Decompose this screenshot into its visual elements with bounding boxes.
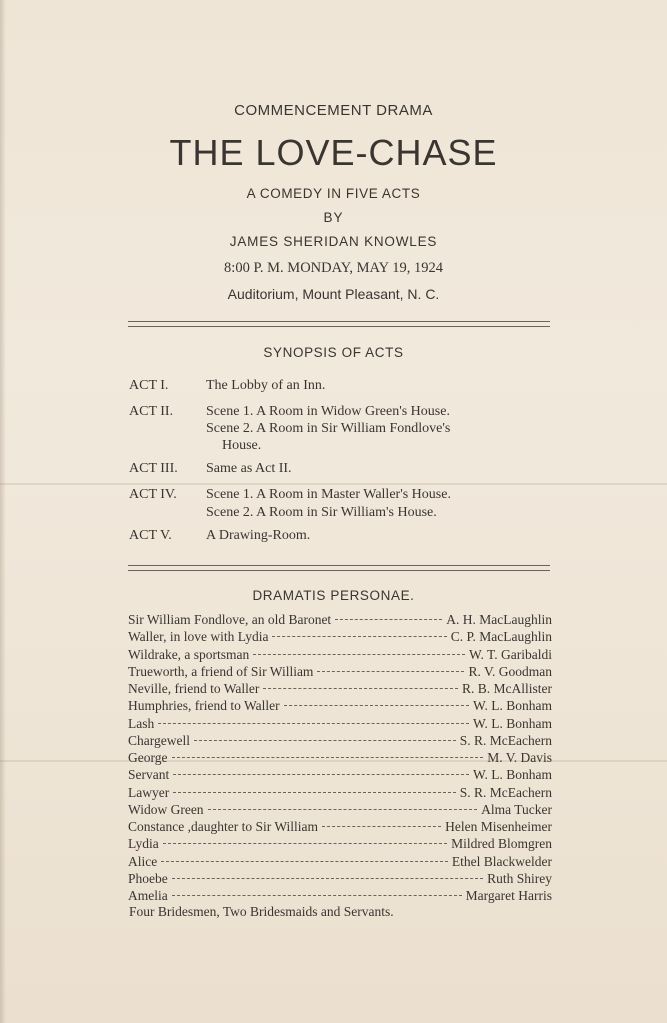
leader-dashes (272, 636, 446, 637)
cast-actor: Mildred Blomgren (451, 836, 552, 852)
cast-row (128, 888, 552, 905)
act-description: Scene 2. A Room in Sir William Fondlove's (206, 421, 451, 436)
act-description: The Lobby of an Inn. (206, 378, 326, 393)
cast-role: Trueworth, a friend of Sir William (128, 663, 314, 679)
leader-dashes (172, 757, 484, 758)
cast-actor: Helen Misenheimer (445, 819, 552, 834)
leader-dashes (322, 826, 441, 827)
cast-role: George (128, 750, 168, 765)
cast-row (128, 836, 552, 853)
leader-dashes (173, 792, 456, 793)
cast-actor: S. R. McEachern (459, 732, 552, 748)
cast-row (128, 767, 552, 784)
cast-actor: Alma Tucker (481, 801, 552, 817)
leader-dashes (194, 740, 456, 741)
author-name: JAMES SHERIDAN KNOWLES (229, 234, 438, 249)
leader-dashes (172, 878, 483, 879)
cast-actor: A. H. MacLaughlin (446, 612, 552, 627)
cast-row (128, 854, 552, 871)
act-label: ACT III. (129, 461, 178, 476)
act-label: ACT IV. (129, 487, 177, 502)
divider-rule (128, 565, 550, 571)
synopsis-title: SYNOPSIS OF ACTS (263, 345, 404, 360)
cast-role: Humphries, friend to Waller (128, 698, 280, 714)
cast-role: Lydia (128, 836, 159, 852)
leader-dashes (172, 895, 462, 896)
cast-role: Chargewell (128, 732, 190, 748)
play-title: THE LOVE-CHASE (169, 132, 498, 173)
cast-role: Waller, in love with Lydia (128, 629, 269, 645)
leader-dashes (317, 671, 464, 672)
cast-role: Phoebe (128, 870, 168, 886)
cast-row (128, 681, 552, 698)
performance-venue: Auditorium, Mount Pleasant, N. C. (227, 286, 440, 302)
cast-row (128, 716, 552, 733)
cast-row (128, 733, 552, 750)
cast-actor: W. L. Bonham (473, 698, 552, 714)
play-subtitle: A COMEDY IN FIVE ACTS (246, 186, 421, 201)
cast-footer-note: Four Bridesmen, Two Bridesmaids and Servants. (129, 904, 394, 919)
act-label: ACT I. (129, 378, 169, 393)
cast-actor: W. L. Bonham (473, 715, 552, 731)
cast-role: Sir William Fondlove, an old Baronet (128, 612, 332, 627)
cast-role: Widow Green (128, 801, 204, 817)
leader-dashes (163, 843, 447, 844)
cast-actor: W. T. Garibaldi (469, 646, 552, 662)
cast-role: Neville, friend to Waller (128, 681, 260, 696)
cast-list (128, 612, 552, 905)
cast-row (128, 750, 552, 767)
cast-actor: C. P. MacLaughlin (450, 629, 552, 645)
act-description: Scene 1. A Room in Master Waller's House. (206, 487, 451, 502)
cast-row (128, 664, 552, 681)
leader-dashes (161, 861, 448, 862)
leader-dashes (158, 723, 469, 724)
cast-role: Amelia (128, 888, 168, 903)
cast-row (128, 647, 552, 664)
by-line: BY (323, 210, 344, 225)
cast-actor: S. R. McEachern (459, 784, 552, 800)
leader-dashes (253, 654, 465, 655)
act-description: Same as Act II. (206, 461, 292, 476)
cast-actor: R. V. Goodman (468, 663, 552, 679)
act-label: ACT V. (129, 528, 172, 543)
dramatis-personae-title: DRAMATIS PERSONAE. (252, 588, 415, 603)
act-label: ACT II. (129, 404, 174, 419)
act-description: Scene 2. A Room in Sir William's House. (206, 505, 437, 520)
divider-rule (128, 321, 550, 327)
act-description: House. (222, 438, 262, 453)
cast-row (128, 871, 552, 888)
act-description: A Drawing-Room. (206, 528, 311, 543)
cast-row (128, 629, 552, 646)
cast-row (128, 819, 552, 836)
cast-role: Lash (128, 715, 155, 731)
cast-row (128, 698, 552, 715)
leader-dashes (208, 809, 478, 810)
performance-datetime: 8:00 P. M. MONDAY, MAY 19, 1924 (224, 260, 443, 276)
cast-actor: Ruth Shirey (487, 870, 552, 886)
leader-dashes (263, 688, 458, 689)
cast-actor: Margaret Harris (465, 888, 552, 903)
cast-role: Lawyer (128, 784, 170, 800)
leader-dashes (284, 705, 469, 706)
act-description: Scene 1. A Room in Widow Green's House. (206, 404, 450, 419)
fold-crease (0, 483, 667, 485)
cast-role: Constance ,daughter to Sir William (128, 819, 319, 834)
leader-dashes (173, 774, 469, 775)
cast-role: Alice (128, 853, 158, 869)
cast-row (128, 785, 552, 802)
cast-role: Wildrake, a sportsman (128, 646, 250, 662)
cast-actor: W. L. Bonham (473, 767, 552, 783)
cast-role: Servant (128, 767, 170, 783)
program-heading: COMMENCEMENT DRAMA (234, 102, 433, 119)
cast-row (128, 802, 552, 819)
cast-row (128, 612, 552, 629)
cast-actor: M. V. Davis (487, 750, 552, 765)
cast-actor: R. B. McAllister (462, 681, 552, 696)
leader-dashes (335, 619, 442, 620)
cast-actor: Ethel Blackwelder (451, 853, 552, 869)
